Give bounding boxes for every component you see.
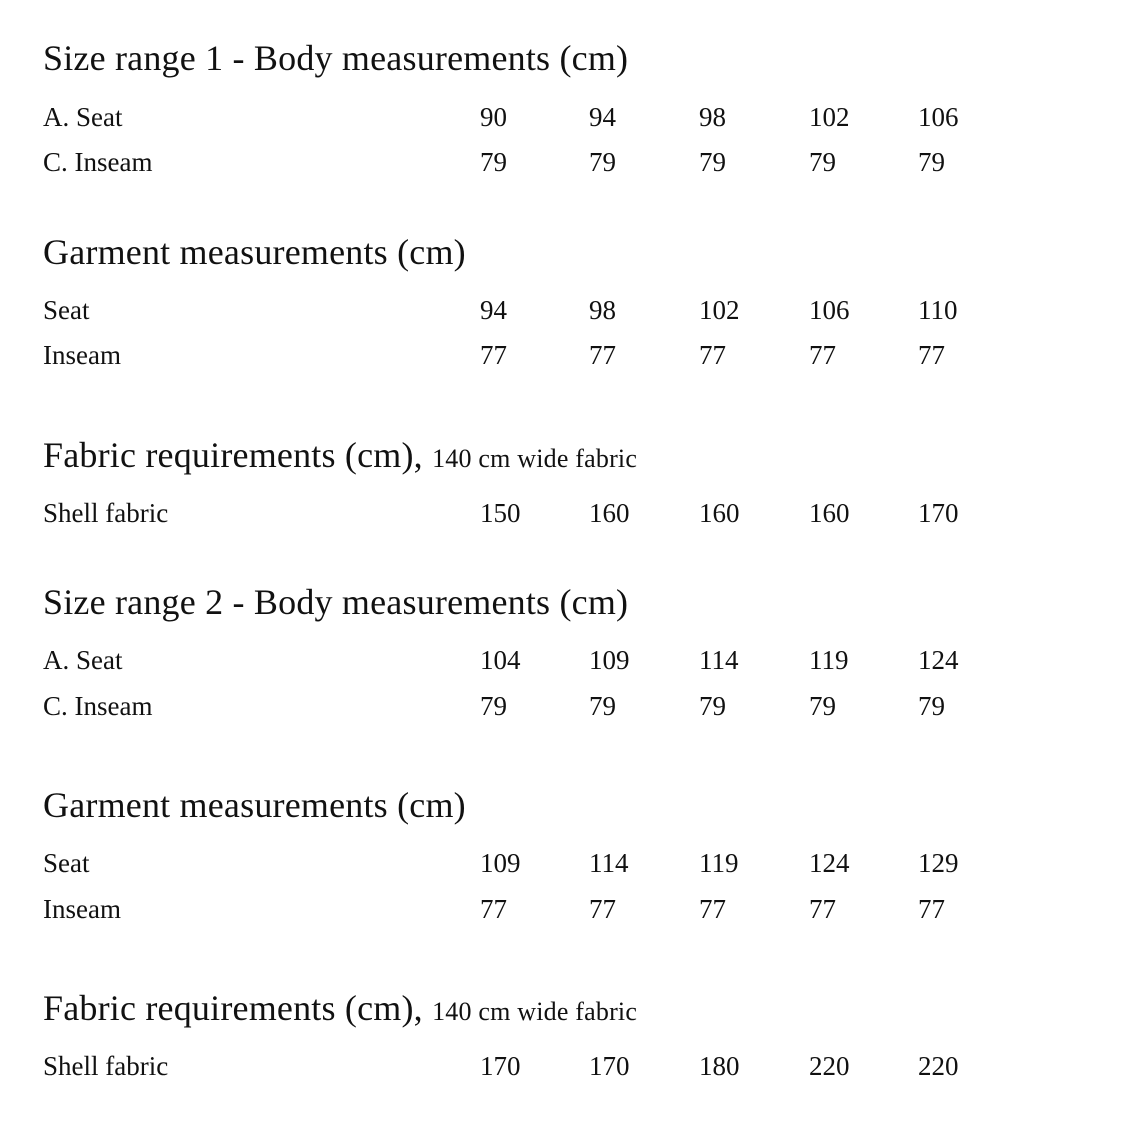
size-value: 98 [699,102,726,132]
size-value: 180 [699,1051,740,1081]
size-value: 79 [809,147,836,177]
row-label: Inseam [43,340,121,370]
section-title: Fabric requirements (cm), [43,435,423,475]
row-label: Seat [43,295,90,325]
size-value: 170 [589,1051,630,1081]
row-label: A. Seat [43,102,123,132]
section-heading [43,582,628,622]
size-value: 77 [918,894,945,924]
size-value: 119 [809,645,849,675]
size-value: 220 [918,1051,959,1081]
size-value: 119 [699,848,739,878]
size-value: 77 [699,340,726,370]
size-value: 79 [699,147,726,177]
section-title: Garment measurements (cm) [43,232,466,272]
section-heading [43,435,637,479]
size-value: 106 [809,295,850,325]
size-value: 79 [589,147,616,177]
size-value: 170 [918,498,959,528]
size-value: 109 [589,645,630,675]
section-title: Fabric requirements (cm), [43,988,423,1028]
size-value: 77 [480,894,507,924]
table-row [0,339,1148,371]
row-label: C. Inseam [43,691,153,721]
section-subtitle: 140 cm wide fabric [432,997,638,1026]
section-heading [43,38,628,78]
row-label: A. Seat [43,645,123,675]
section-heading [43,988,637,1032]
size-value: 170 [480,1051,521,1081]
size-value: 109 [480,848,521,878]
table-row [0,644,1148,676]
size-value: 77 [699,894,726,924]
section-title: Size range 2 - Body measurements (cm) [43,582,629,622]
size-value: 94 [589,102,616,132]
row-label: Shell fabric [43,1051,169,1081]
size-value: 79 [918,691,945,721]
size-value: 79 [480,147,507,177]
size-value: 77 [589,894,616,924]
size-value: 79 [809,691,836,721]
size-value: 77 [809,340,836,370]
size-value: 102 [809,102,850,132]
section-title: Garment measurements (cm) [43,785,466,825]
size-value: 79 [918,147,945,177]
size-value: 79 [699,691,726,721]
size-value: 160 [809,498,850,528]
size-value: 77 [480,340,507,370]
size-value: 102 [699,295,740,325]
row-label: C. Inseam [43,147,153,177]
size-value: 150 [480,498,521,528]
size-value: 77 [918,340,945,370]
size-value: 160 [699,498,740,528]
size-value: 114 [589,848,629,878]
size-value: 77 [809,894,836,924]
section-heading [43,232,466,272]
size-value: 104 [480,645,521,675]
table-row [0,847,1148,879]
size-value: 79 [480,691,507,721]
table-row [0,1050,1148,1082]
size-value: 160 [589,498,630,528]
table-row [0,101,1148,133]
size-value: 129 [918,848,959,878]
size-value: 77 [589,340,616,370]
size-value: 98 [589,295,616,325]
size-value: 94 [480,295,507,325]
table-row [0,294,1148,326]
table-row [0,690,1148,722]
size-value: 114 [699,645,739,675]
section-title: Size range 1 - Body measurements (cm) [43,38,629,78]
size-value: 124 [809,848,850,878]
table-row [0,497,1148,529]
size-value: 79 [589,691,616,721]
size-value: 106 [918,102,959,132]
section-heading [43,785,466,825]
row-label: Seat [43,848,90,878]
section-subtitle: 140 cm wide fabric [432,444,638,473]
row-label: Inseam [43,894,121,924]
size-value: 220 [809,1051,850,1081]
size-value: 90 [480,102,507,132]
table-row [0,893,1148,925]
table-row [0,146,1148,178]
row-label: Shell fabric [43,498,169,528]
size-value: 124 [918,645,959,675]
size-value: 110 [918,295,958,325]
